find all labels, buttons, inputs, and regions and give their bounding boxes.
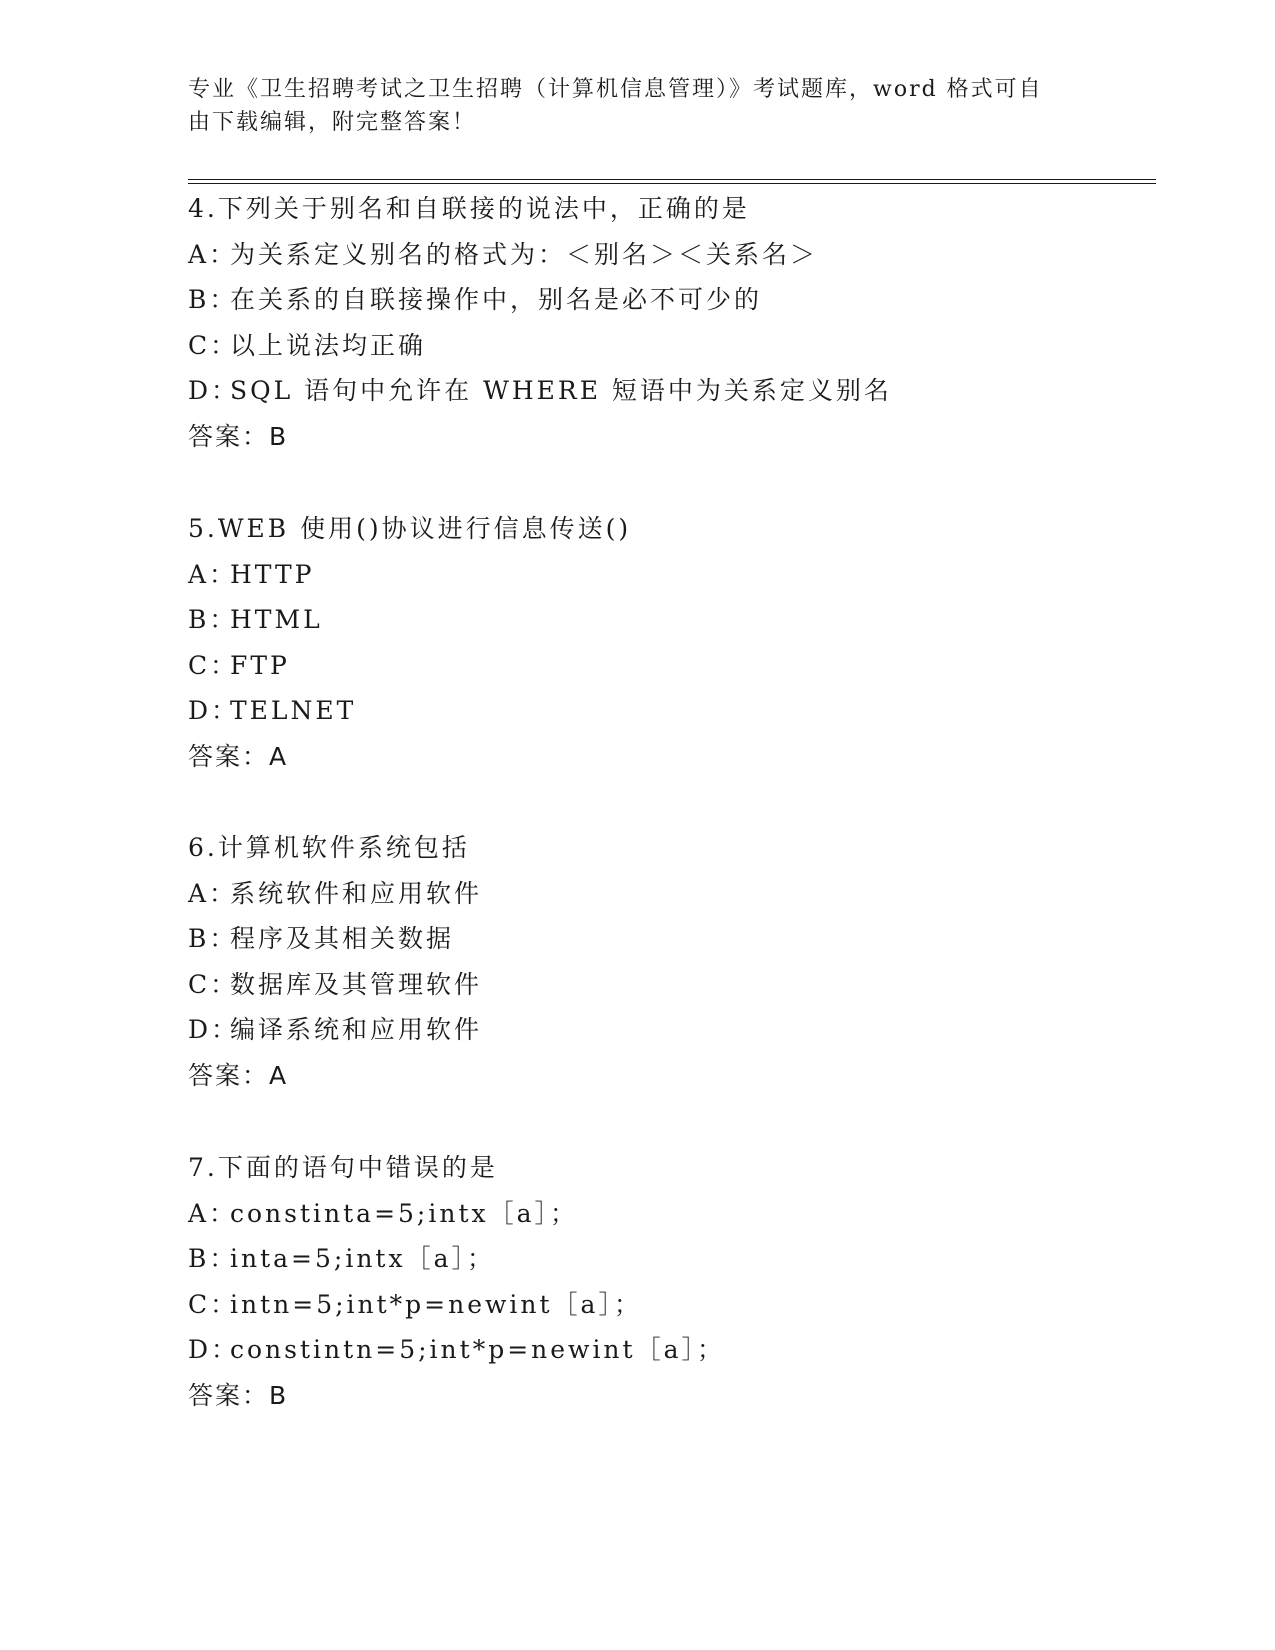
question-6 xyxy=(188,825,1148,1098)
question-stem: 6.计算机软件系统包括 xyxy=(188,833,470,862)
option-key: A： xyxy=(188,878,238,908)
option-text: FTP xyxy=(230,650,290,680)
answer-line: 答案：A xyxy=(188,741,289,771)
question-stem: 7.下面的语句中错误的是 xyxy=(188,1153,498,1182)
option-d xyxy=(188,1327,1148,1373)
option-a xyxy=(188,871,1148,917)
answer-line: 答案：B xyxy=(188,421,289,451)
header-divider-top xyxy=(188,179,1156,180)
option-c xyxy=(188,962,1148,1008)
header-divider-bottom xyxy=(188,183,1156,184)
option-b xyxy=(188,277,1148,323)
header-line-2: 由下载编辑，附完整答案！ xyxy=(188,110,477,135)
option-text: 编译系统和应用软件 xyxy=(230,1015,483,1044)
option-key: A： xyxy=(188,239,238,269)
option-key: C： xyxy=(188,330,239,360)
option-key: B： xyxy=(188,924,238,953)
option-text: inta=5;intx［a］； xyxy=(230,1244,495,1273)
option-key: C： xyxy=(188,650,239,680)
option-text: SQL 语句中允许在 WHERE 短语中为关系定义别名 xyxy=(230,376,892,405)
option-text: 系统软件和应用软件 xyxy=(230,878,483,908)
option-c xyxy=(188,1282,1148,1328)
option-a xyxy=(188,1191,1148,1237)
option-b xyxy=(188,916,1148,962)
question-5 xyxy=(188,506,1148,779)
option-d xyxy=(188,368,1148,414)
option-text: 以上说法均正确 xyxy=(230,330,427,360)
option-text: constinta=5;intx［a］； xyxy=(230,1198,579,1228)
option-text: intn=5;int*p=newint［a］； xyxy=(230,1289,642,1319)
option-a xyxy=(188,232,1148,278)
document-header xyxy=(188,73,1068,139)
option-key: B： xyxy=(188,285,238,314)
option-text: 数据库及其管理软件 xyxy=(230,969,483,999)
option-key: D： xyxy=(188,1015,240,1044)
option-key: C： xyxy=(188,1289,239,1319)
option-key: B： xyxy=(188,1244,238,1273)
option-b xyxy=(188,1236,1148,1282)
question-stem: 4.下列关于别名和自联接的说法中，正确的是 xyxy=(188,194,750,223)
option-text: HTTP xyxy=(230,559,315,589)
option-c xyxy=(188,323,1148,369)
header-line-1: 专业《卫生招聘考试之卫生招聘（计算机信息管理）》考试题库，word 格式可自 xyxy=(188,77,1043,102)
option-key: D： xyxy=(188,1335,240,1364)
option-key: C： xyxy=(188,969,239,999)
question-4 xyxy=(188,186,1148,459)
option-c xyxy=(188,643,1148,689)
question-7 xyxy=(188,1145,1148,1418)
answer-line: 答案：B xyxy=(188,1380,289,1410)
option-key: A： xyxy=(188,1198,238,1228)
answer-line: 答案：A xyxy=(188,1060,289,1090)
option-b xyxy=(188,597,1148,643)
option-key: A： xyxy=(188,559,238,589)
option-text: 为关系定义别名的格式为：＜别名＞＜关系名＞ xyxy=(230,239,819,269)
option-text: HTML xyxy=(230,605,323,634)
question-stem: 5.WEB 使用()协议进行信息传送() xyxy=(188,514,632,543)
option-a xyxy=(188,552,1148,598)
option-text: TELNET xyxy=(230,696,357,725)
option-text: constintn=5;int*p=newint［a］； xyxy=(230,1335,725,1364)
option-text: 程序及其相关数据 xyxy=(230,924,455,953)
option-d xyxy=(188,1007,1148,1053)
option-d xyxy=(188,688,1148,734)
option-key: D： xyxy=(188,696,240,725)
option-key: D： xyxy=(188,376,240,405)
option-text: 在关系的自联接操作中，别名是必不可少的 xyxy=(230,285,763,314)
option-key: B： xyxy=(188,605,238,634)
